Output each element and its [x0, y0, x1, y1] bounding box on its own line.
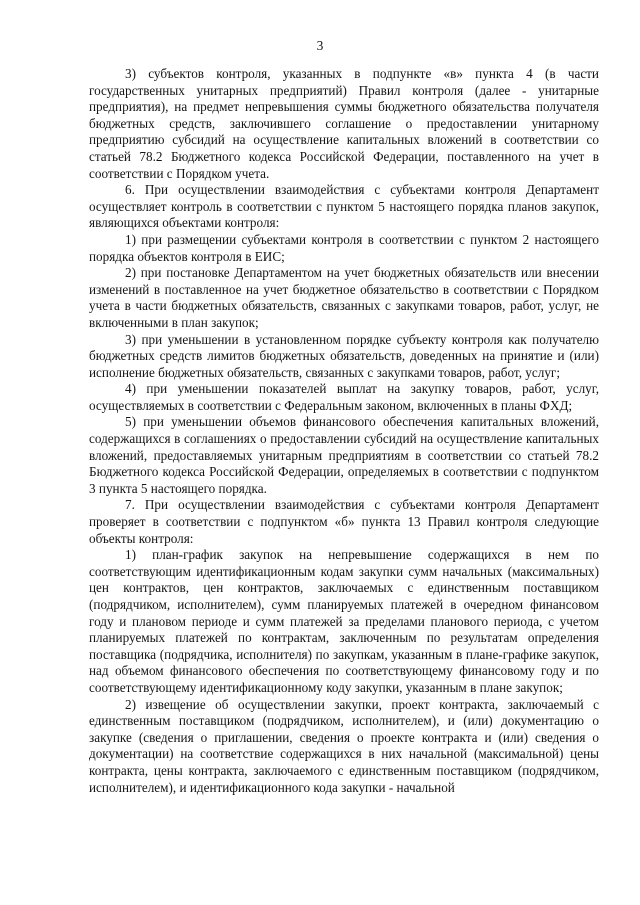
paragraph-clause-6-item-5: 5) при уменьшении объемов финансового обеспечения капитальных вложений, содержащихся в соглашениях о предоставлении субсидий на осуществление капитальных вложений, предоставляемых унитарным предприятиям в соответствии со статьей 78.2 Бюджетного кодекса Российской Федерации, определяемых в соответствии с подпунктом 3 пункта 5 настоящего порядка. — [89, 414, 599, 496]
paragraph-clause-6-item-1: 1) при размещении субъектами контроля в соответствии с пунктом 2 настоящего порядка объектов контроля в ЕИС; — [89, 231, 599, 264]
paragraph-clause-7: 7. При осуществлении взаимодействия с субъектами контроля Департамент проверяет в соответствии с подпунктом «б» пункта 13 Правил контроля следующие объекты контроля: — [89, 497, 599, 546]
paragraph-clause-6: 6. При осуществлении взаимодействия с субъектами контроля Департамент осуществляет контроль в соответствии с пунктом 5 настоящего порядка планов закупок, являющихся объектами контроля: — [89, 182, 599, 231]
paragraph-subitem-3-unitary-enterprises: 3) субъектов контроля, указанных в подпункте «в» пункта 4 (в части государственных унитарных предприятий) Правил контроля (далее - унитарные предприятия), на предмет непревышения суммы бюджетного обязательства получателя бюджетных средств, заключившего соглашение о предоставлении унитарному предприятию субсидий на осуществление капитальных вложений в соответствии со статьей 78.2 Бюджетного кодекса Российской Федерации, поставленного на учет в соответствии с Порядком учета. — [89, 66, 599, 181]
paragraph-clause-6-item-4: 4) при уменьшении показателей выплат на закупку товаров, работ, услуг, осуществляемых в соответствии с Федеральным законом, включенных в планы ФХД; — [89, 381, 599, 413]
paragraph-clause-6-item-2: 2) при постановке Департаментом на учет бюджетных обязательств или внесении изменений в поставленное на учет бюджетное обязательство в соответствии с Порядком учета в части бюджетных обязательств, связанных с закупками товаров, работ, услуг, не включенными в план закупок; — [89, 265, 599, 330]
paragraph-clause-7-item-1: 1) план-график закупок на непревышение содержащихся в нем по соответствующим идентификационным кодам закупки сумм начальных (максимальных) цен контрактов, цен контрактов, заключаемых с единственным поставщиком (подрядчиком, исполнителем), сумм планируемых платежей в очередном финансовом году и плановом периоде и сумм платежей за пределами планового периода, с учетом планируемых платежей по контрактам, заключенным по результатам определения поставщика (подрядчика, исполнителя) по закупкам, указанным в плане-графике закупок, над объемом финансового обеспечения по соответствующему финансовому году и по соответствующему идентификационному коду закупки, указанным в плане закупок; — [89, 547, 599, 695]
page-number: 3 — [316, 38, 324, 53]
paragraph-clause-6-item-3: 3) при уменьшении в установленном порядке субъекту контроля как получателю бюджетных средств лимитов бюджетных обязательств, доведенных на принятие и (или) исполнение бюджетных обязательств, связанных с закупками товаров, работ, услуг; — [89, 331, 599, 380]
paragraph-clause-7-item-2: 2) извещение об осуществлении закупки, проект контракта, заключаемый с единственным поставщиком (подрядчиком, исполнителем), и (или) документацию о закупке (сведения о приглашении, сведения о проекте контракта и (или) сведения о документации) на соответствие содержащихся в них начальной (максимальной) цены контракта, цены контракта, заключаемого с единственным поставщиком (подрядчиком, исполнителем), и идентификационного кода закупки - начальной — [89, 696, 599, 795]
document-body — [89, 66, 599, 796]
